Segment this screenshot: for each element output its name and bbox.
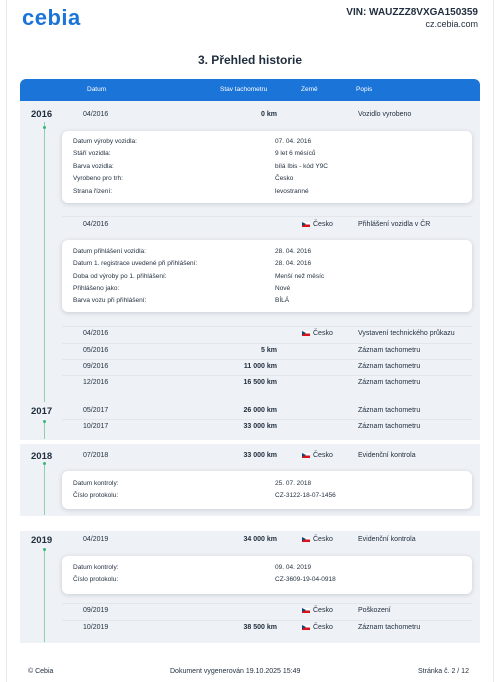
row-description: Záznam tachometru [358,423,421,430]
year-label-2016: 2016 [31,109,53,120]
col-country: Země [301,86,318,93]
row-description: Záznam tachometru [358,407,421,414]
detail-label: Doba od výroby po 1. přihlášení: [73,273,167,280]
detail-value: 28. 04. 2016 [275,260,312,267]
detail-label: Datum kontroly: [73,564,119,571]
detail-label: Datum výroby vozidla: [73,138,137,145]
czech-flag-icon [302,453,310,458]
detail-value: 25. 07. 2018 [275,480,312,487]
czech-flag-icon [302,331,310,336]
detail-value: 09. 04. 2019 [275,564,312,571]
row-date: 04/2016 [83,330,109,337]
row-country: Česko [302,221,333,228]
timeline-dot [43,420,46,423]
table-row[interactable] [62,403,472,418]
detail-value: CZ-3609-19-04-0918 [275,576,336,583]
timeline-line-2018 [44,463,45,515]
timeline-line-2016 [44,122,45,402]
table-row[interactable] [62,217,472,232]
table-row[interactable] [62,419,472,434]
row-date: 10/2019 [83,624,109,631]
row-odometer: 16 500 km [243,379,277,386]
row-description: Vystavení technického průkazu [358,330,455,337]
detail-label: Barva vozidla: [73,163,114,170]
col-description: Popis [356,86,373,93]
timeline-line-2017 [44,421,45,439]
row-description: Poškození [358,607,391,614]
row-description: Záznam tachometru [358,363,421,370]
year-label-2019: 2019 [31,535,53,546]
detail-label: Strana řízení: [73,188,113,195]
table-header [20,79,480,101]
year-label-2018: 2018 [31,451,53,462]
col-odometer: Stav tachometru [220,86,268,93]
footer-generated: Dokument vygenerován 19.10.2025 15:49 [170,668,301,675]
table-row[interactable] [62,532,472,547]
czech-flag-icon [302,625,310,630]
row-odometer: 33 000 km [243,423,277,430]
row-date: 05/2016 [83,347,109,354]
row-date: 04/2016 [83,111,109,118]
footer-page-number: Stránka č. 2 / 12 [418,668,469,675]
detail-label: Číslo protokolu: [73,576,119,583]
detail-value: Menší než měsíc [275,273,325,280]
table-row[interactable] [62,375,472,390]
vin-number: VIN: WAUZZZ8VXGA150359 [346,7,478,18]
row-date: 10/2017 [83,423,109,430]
row-odometer: 0 km [261,111,277,118]
header-info [346,7,478,29]
row-country: Česko [302,330,333,337]
row-odometer: 5 km [261,347,277,354]
cebia-logo: cebia [22,5,81,30]
row-date: 04/2019 [83,536,109,543]
inspection-card-2018 [62,471,472,509]
row-date: 05/2017 [83,407,109,414]
row-description: Záznam tachometru [358,624,421,631]
row-description: Evidenční kontrola [358,452,416,459]
row-country: Česko [302,624,333,631]
registration-card [62,240,472,312]
detail-label: Stáří vozidla: [73,150,111,157]
row-odometer: 38 500 km [243,624,277,631]
row-country: Česko [302,607,333,614]
detail-label: Datum kontroly: [73,480,119,487]
table-row[interactable] [62,326,472,341]
row-odometer: 34 000 km [243,536,277,543]
detail-label: Číslo protokolu: [73,492,119,499]
row-country: Česko [302,536,333,543]
czech-flag-icon [302,608,310,613]
detail-value: levostranné [275,188,309,195]
detail-value: Nové [275,285,291,292]
row-date: 09/2019 [83,607,109,614]
detail-label: Datum 1. registrace uvedené při přihlášení: [73,260,198,267]
detail-value: 9 let 6 měsíců [275,150,316,157]
detail-value: 28. 04. 2016 [275,248,312,255]
czech-flag-icon [302,537,310,542]
detail-value: 07. 04. 2016 [275,138,312,145]
footer-copyright: © Cebia [28,668,54,675]
row-odometer: 11 000 km [243,363,277,370]
row-description: Přihlášení vozidla v ČR [358,221,431,228]
detail-label: Barva vozu při přihlášení: [73,297,147,304]
detail-value: CZ-3122-18-07-1456 [275,492,336,499]
table-row[interactable] [62,620,472,635]
row-date: 07/2018 [83,452,109,459]
row-description: Záznam tachometru [358,379,421,386]
row-description: Evidenční kontrola [358,536,416,543]
row-date: 12/2016 [83,379,109,386]
site-link[interactable]: cz.cebia.com [425,19,478,29]
table-row[interactable] [62,448,472,463]
inspection-card-2019 [62,556,472,594]
detail-label: Přihlášeno jako: [73,285,120,292]
vehicle-production-card [62,131,472,203]
table-row[interactable] [62,359,472,374]
detail-value: BÍLÁ [275,297,290,304]
row-date: 04/2016 [83,221,109,228]
timeline-dot [43,548,46,551]
row-description: Záznam tachometru [358,347,421,354]
czech-flag-icon [302,222,310,227]
timeline-dot [43,462,46,465]
table-row[interactable] [62,107,472,122]
timeline-line-2019 [44,550,45,642]
col-date: Datum [87,86,107,93]
detail-label: Datum přihlášení vozidla: [73,248,146,255]
year-label-2017: 2017 [31,406,53,417]
row-odometer: 33 000 km [243,452,277,459]
row-date: 09/2016 [83,363,109,370]
table-row[interactable] [62,343,472,358]
row-description: Vozidlo vyrobeno [358,111,412,118]
row-odometer: 26 000 km [243,407,277,414]
section-title: 3. Přehled historie [197,53,303,67]
row-country: Česko [302,452,333,459]
detail-value: Česko [275,175,294,182]
timeline-dot [43,126,46,129]
detail-label: Vyrobeno pro trh: [73,175,123,182]
detail-value: bílá Ibis - kód Y9C [275,163,328,170]
table-row[interactable] [62,603,472,618]
